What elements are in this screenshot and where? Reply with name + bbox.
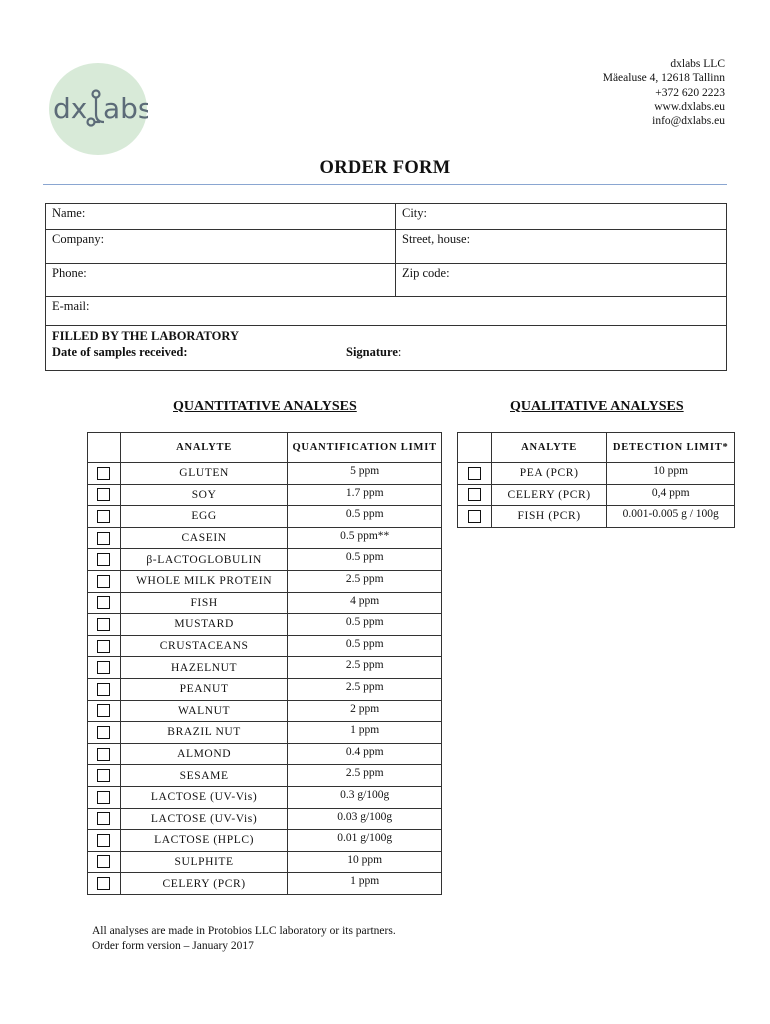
checkbox-cell (458, 484, 492, 506)
analysis-row (88, 851, 442, 873)
analyte-name: SULPHITE (120, 851, 288, 873)
checkbox-cell (88, 743, 121, 765)
analysis-row (88, 830, 442, 852)
analyte-name: MUSTARD (120, 614, 288, 636)
analyte-name: HAZELNUT (120, 657, 288, 679)
email-field[interactable]: E-mail: (52, 299, 90, 313)
analysis-checkbox[interactable] (97, 791, 110, 804)
limit-value: 1 ppm (288, 722, 442, 744)
company-info (603, 57, 725, 128)
page-title: ORDER FORM (319, 158, 451, 178)
analysis-checkbox[interactable] (97, 855, 110, 868)
customer-info-table (45, 203, 727, 371)
analysis-row (458, 484, 735, 506)
checkbox-column-header (458, 433, 492, 463)
checkbox-column-header (88, 433, 121, 463)
footer-line-2: Order form version – January 2017 (92, 940, 254, 952)
checkbox-cell (88, 657, 121, 679)
limit-value: 0.5 ppm (288, 614, 442, 636)
analyte-name: CELERY (PCR) (491, 484, 607, 506)
company-phone: +372 620 2223 (655, 86, 725, 99)
checkbox-cell (88, 808, 121, 830)
checkbox-cell (88, 506, 121, 528)
company-email: info@dxlabs.eu (652, 115, 725, 128)
analysis-checkbox[interactable] (97, 661, 110, 674)
name-field[interactable]: Name: (46, 204, 396, 229)
limit-value: 2.5 ppm (288, 657, 442, 679)
footer-line-1: All analyses are made in Protobios LLC laboratory or its partners. (92, 925, 396, 937)
analysis-row (458, 506, 735, 528)
checkbox-cell (88, 873, 121, 895)
checkbox-cell (88, 614, 121, 636)
analysis-checkbox[interactable] (97, 596, 110, 609)
analysis-checkbox[interactable] (468, 510, 481, 523)
company-address: Mäealuse 4, 12618 Tallinn (602, 72, 725, 85)
checkbox-cell (458, 463, 492, 485)
analysis-checkbox[interactable] (97, 553, 110, 566)
analysis-row (88, 484, 442, 506)
title-divider (43, 184, 727, 185)
quantitative-table (87, 432, 442, 895)
analyte-name: ALMOND (120, 743, 288, 765)
analyte-name: WALNUT (120, 700, 288, 722)
analyte-name: LACTOSE (HPLC) (120, 830, 288, 852)
analysis-checkbox[interactable] (97, 575, 110, 588)
analyte-name: CELERY (PCR) (120, 873, 288, 895)
zip-field[interactable]: Zip code: (402, 266, 450, 280)
limit-value: 0.001-0.005 g / 100g (607, 506, 735, 528)
limit-value: 0.3 g/100g (288, 786, 442, 808)
analysis-row (88, 722, 442, 744)
analyte-name: FISH (PCR) (491, 506, 607, 528)
company-logo (48, 62, 148, 156)
limit-value: 2.5 ppm (288, 765, 442, 787)
analysis-row (88, 635, 442, 657)
analysis-checkbox[interactable] (97, 748, 110, 761)
analyte-name: PEANUT (120, 678, 288, 700)
analysis-checkbox[interactable] (97, 812, 110, 825)
logo-text-right: abs (103, 92, 148, 125)
analyte-column-header: ANALYTE (491, 433, 607, 463)
limit-value: 0,4 ppm (607, 484, 735, 506)
analyte-name: SESAME (120, 765, 288, 787)
analysis-row (88, 808, 442, 830)
quantification-limit-header: QUANTIFICATION LIMIT (288, 433, 442, 463)
analyte-name: CRUSTACEANS (120, 635, 288, 657)
checkbox-cell (88, 463, 121, 485)
analysis-row (88, 614, 442, 636)
limit-value: 0.5 ppm (288, 549, 442, 571)
limit-value: 10 ppm (288, 851, 442, 873)
analyte-name: SOY (120, 484, 288, 506)
checkbox-cell (88, 765, 121, 787)
laboratory-section (46, 326, 726, 370)
analyte-name: LACTOSE (UV-Vis) (120, 786, 288, 808)
company-field[interactable]: Company: (46, 230, 396, 263)
analysis-checkbox[interactable] (97, 769, 110, 782)
signature-label-text: Signature (346, 345, 398, 359)
analysis-checkbox[interactable] (97, 510, 110, 523)
analyte-column-header: ANALYTE (120, 433, 288, 463)
analyte-name: GLUTEN (120, 463, 288, 485)
analyte-name: BRAZIL NUT (120, 722, 288, 744)
checkbox-cell (88, 484, 121, 506)
analysis-checkbox[interactable] (468, 488, 481, 501)
analysis-checkbox[interactable] (97, 683, 110, 696)
analysis-checkbox[interactable] (97, 532, 110, 545)
quantitative-header-row (88, 433, 442, 463)
checkbox-cell (88, 830, 121, 852)
limit-value: 0.5 ppm (288, 635, 442, 657)
checkbox-cell (88, 851, 121, 873)
analyte-name: EGG (120, 506, 288, 528)
signature-colon: : (397, 345, 402, 359)
analysis-checkbox[interactable] (97, 877, 110, 890)
analyte-name: WHOLE MILK PROTEIN (120, 570, 288, 592)
analysis-checkbox[interactable] (97, 726, 110, 739)
limit-value: 0.01 g/100g (288, 830, 442, 852)
analysis-checkbox[interactable] (97, 704, 110, 717)
analyte-name: CASEIN (120, 527, 288, 549)
analysis-row (88, 873, 442, 895)
checkbox-cell (88, 635, 121, 657)
checkbox-cell (458, 506, 492, 528)
analysis-row (88, 765, 442, 787)
analysis-row (88, 657, 442, 679)
checkbox-cell (88, 722, 121, 744)
quantitative-title: QUANTITATIVE ANALYSES (173, 399, 357, 414)
qualitative-title: QUALITATIVE ANALYSES (510, 399, 684, 414)
date-received-label: Date of samples received: (52, 345, 188, 359)
analysis-checkbox[interactable] (97, 467, 110, 480)
detection-limit-header: DETECTION LIMIT* (607, 433, 735, 463)
analyte-name: FISH (120, 592, 288, 614)
checkbox-cell (88, 678, 121, 700)
checkbox-cell (88, 570, 121, 592)
limit-value: 0.03 g/100g (288, 808, 442, 830)
analysis-checkbox[interactable] (97, 488, 110, 501)
qualitative-header-row (458, 433, 735, 463)
limit-value: 2.5 ppm (288, 570, 442, 592)
analysis-row (88, 700, 442, 722)
footer-notes (92, 924, 396, 954)
limit-value: 10 ppm (607, 463, 735, 485)
limit-value: 1 ppm (288, 873, 442, 895)
street-field[interactable]: Street, house: (402, 232, 471, 246)
analysis-checkbox[interactable] (97, 640, 110, 653)
analysis-row (88, 527, 442, 549)
analysis-row (88, 592, 442, 614)
analysis-row (88, 506, 442, 528)
signature-label (346, 344, 401, 360)
limit-value: 0.5 ppm (288, 506, 442, 528)
analysis-row (88, 786, 442, 808)
analysis-row (88, 570, 442, 592)
laboratory-heading: FILLED BY THE LABORATORY (52, 329, 239, 343)
logo-text-left: dx (53, 92, 88, 125)
limit-value: 2.5 ppm (288, 678, 442, 700)
analysis-row (458, 463, 735, 485)
limit-value: 1.7 ppm (288, 484, 442, 506)
analyte-name: β-LACTOGLOBULIN (120, 549, 288, 571)
checkbox-cell (88, 592, 121, 614)
analyte-name: PEA (PCR) (491, 463, 607, 485)
analysis-checkbox[interactable] (468, 467, 481, 480)
analysis-row (88, 549, 442, 571)
phone-field[interactable]: Phone: (46, 264, 396, 296)
limit-value: 4 ppm (288, 592, 442, 614)
checkbox-cell (88, 786, 121, 808)
limit-value: 0.4 ppm (288, 743, 442, 765)
limit-value: 2 ppm (288, 700, 442, 722)
company-website: www.dxlabs.eu (654, 100, 725, 113)
analysis-checkbox[interactable] (97, 834, 110, 847)
analysis-row (88, 678, 442, 700)
checkbox-cell (88, 700, 121, 722)
company-name: dxlabs LLC (670, 58, 725, 70)
limit-value: 0.5 ppm** (288, 527, 442, 549)
qualitative-table (457, 432, 735, 528)
city-field[interactable]: City: (402, 206, 428, 220)
analyte-name: LACTOSE (UV-Vis) (120, 808, 288, 830)
analysis-row (88, 743, 442, 765)
checkbox-cell (88, 549, 121, 571)
checkbox-cell (88, 527, 121, 549)
analysis-checkbox[interactable] (97, 618, 110, 631)
limit-value: 5 ppm (288, 463, 442, 485)
analysis-row (88, 463, 442, 485)
